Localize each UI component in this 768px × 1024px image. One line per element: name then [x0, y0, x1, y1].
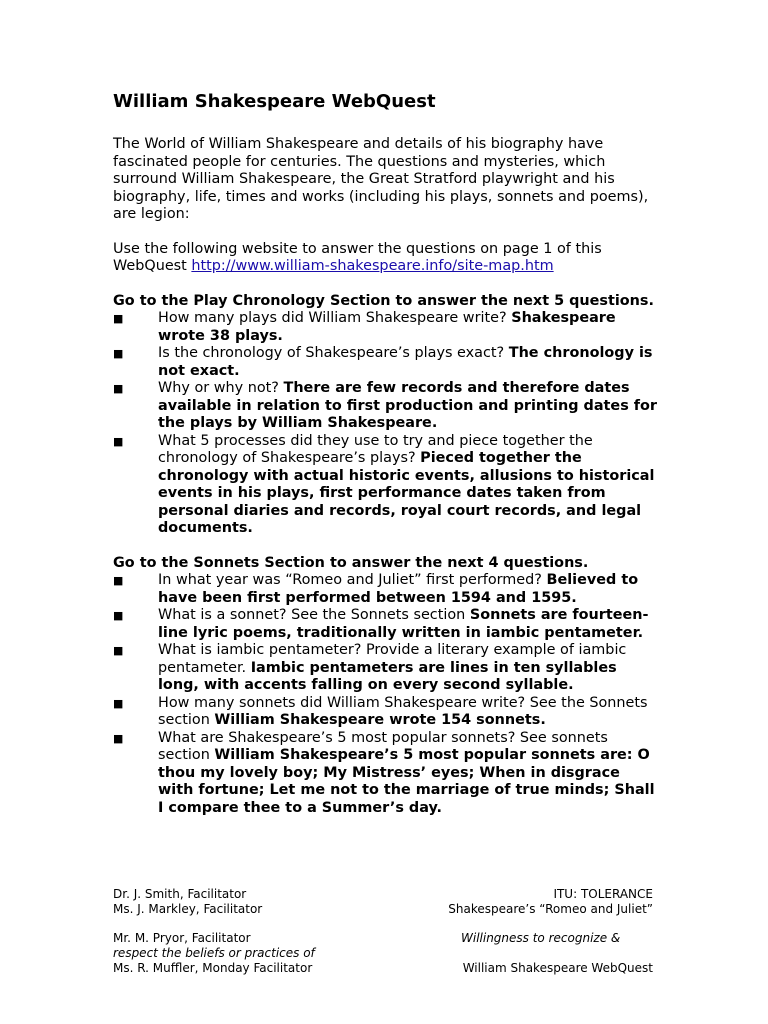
list-item — [113, 607, 658, 642]
list-item — [113, 310, 658, 345]
list-item — [113, 730, 658, 818]
question-text: How many sonnets did William Shakespeare write? See the Sonnets section — [158, 694, 648, 728]
intro-paragraph: The World of William Shakespeare and details of his biography have fascinated people for centuries. The questions and mysteries, which surround William Shakespeare, the Great Stratford playwright and his biography, life, times and works (including his plays, sonnets and poems), are legion: — [113, 136, 649, 222]
question-text: Why or why not? — [158, 380, 284, 396]
bullet-icon: ■ — [113, 347, 124, 360]
list-item — [113, 380, 658, 433]
answer-text: William Shakespeare’s 5 most popular sonnets are: O thou my lovely boy; My Mistress’ eyes; When in disgrace with fortune; Let me not to the marriage of true minds; Shall I compare thee to a Summer’s day. — [158, 747, 655, 816]
answer-text: Iambic pentameters are lines in ten syllables long, with accents falling on every second syllable. — [158, 659, 617, 693]
section-heading-sonnets: Go to the Sonnets Section to answer the next 4 questions. — [113, 554, 589, 571]
list-item — [113, 695, 658, 730]
bullet-icon: ■ — [113, 609, 124, 622]
answer-text: The chronology is not exact. — [158, 345, 653, 379]
question-text: What 5 processes did they use to try and piece together the chronology of Shakespeare’s plays? — [158, 432, 593, 466]
bullet-icon: ■ — [113, 696, 124, 710]
bullet-icon: ■ — [113, 434, 124, 448]
bullet-icon: ■ — [113, 382, 124, 395]
bullet-icon: ■ — [113, 731, 124, 745]
footer-willingness: Willingness to recognize & — [461, 931, 621, 945]
question-list-play-chronology — [113, 310, 658, 538]
answer-text: Pieced together the chronology with actual historic events, allusions to historical events in his plays, first performance dates taken from personal diaries and records, royal court records, and legal documents. — [158, 450, 655, 536]
footer-play-title: Shakespeare’s “Romeo and Juliet” — [448, 902, 653, 916]
page-title: William Shakespeare WebQuest — [113, 91, 436, 112]
question-text: What is a sonnet? See the Sonnets section — [158, 607, 470, 623]
list-item — [113, 642, 658, 695]
answer-text: Shakespeare wrote 38 plays. — [158, 310, 616, 344]
bullet-icon: ■ — [113, 644, 124, 657]
answer-text: Believed to have been first performed between 1594 and 1595. — [158, 572, 639, 606]
question-text: What are Shakespeare’s 5 most popular sonnets? See sonnets section — [158, 729, 608, 763]
question-text: How many plays did William Shakespeare write? — [158, 310, 512, 326]
footer-facilitator-smith: Dr. J. Smith, Facilitator — [113, 887, 247, 901]
footer-facilitator-pryor: Mr. M. Pryor, Facilitator — [113, 931, 251, 945]
section-heading-play-chronology: Go to the Play Chronology Section to answer the next 5 questions. — [113, 292, 654, 309]
answer-text: Sonnets are fourteen-line lyric poems, traditionally written in iambic pentameter. — [158, 607, 649, 641]
answer-text: There are few records and therefore dates available in relation to first production and printing dates for the plays by William Shakespeare. — [158, 380, 658, 431]
page-footer — [113, 887, 653, 976]
website-instruction-text: Use the following website to answer the questions on page 1 of this WebQuest — [113, 240, 602, 274]
website-instruction — [113, 241, 658, 276]
question-text: What is iambic pentameter? Provide a literary example of iambic pentameter. — [158, 642, 627, 676]
list-item — [113, 345, 658, 380]
footer-facilitator-muffler: Ms. R. Muffler, Monday Facilitator — [113, 961, 313, 975]
bullet-icon: ■ — [113, 574, 124, 587]
list-item — [113, 572, 658, 607]
footer-facilitator-markley: Ms. J. Markley, Facilitator — [113, 902, 263, 916]
footer-itu: ITU: TOLERANCE — [553, 887, 653, 901]
list-item — [113, 433, 658, 538]
footer-respect-line: respect the beliefs or practices of — [113, 946, 315, 960]
question-list-sonnets — [113, 572, 658, 817]
question-text: In what year was “Romeo and Juliet” first performed? — [158, 572, 547, 588]
question-text: Is the chronology of Shakespeare’s plays exact? — [158, 345, 509, 361]
answer-text: William Shakespeare wrote 154 sonnets. — [214, 712, 546, 728]
site-map-link[interactable]: http://www.william-shakespeare.info/site-map.htm — [191, 258, 554, 274]
document-body — [113, 89, 658, 817]
bullet-icon: ■ — [113, 312, 124, 325]
footer-webquest-title: William Shakespeare WebQuest — [462, 961, 653, 975]
